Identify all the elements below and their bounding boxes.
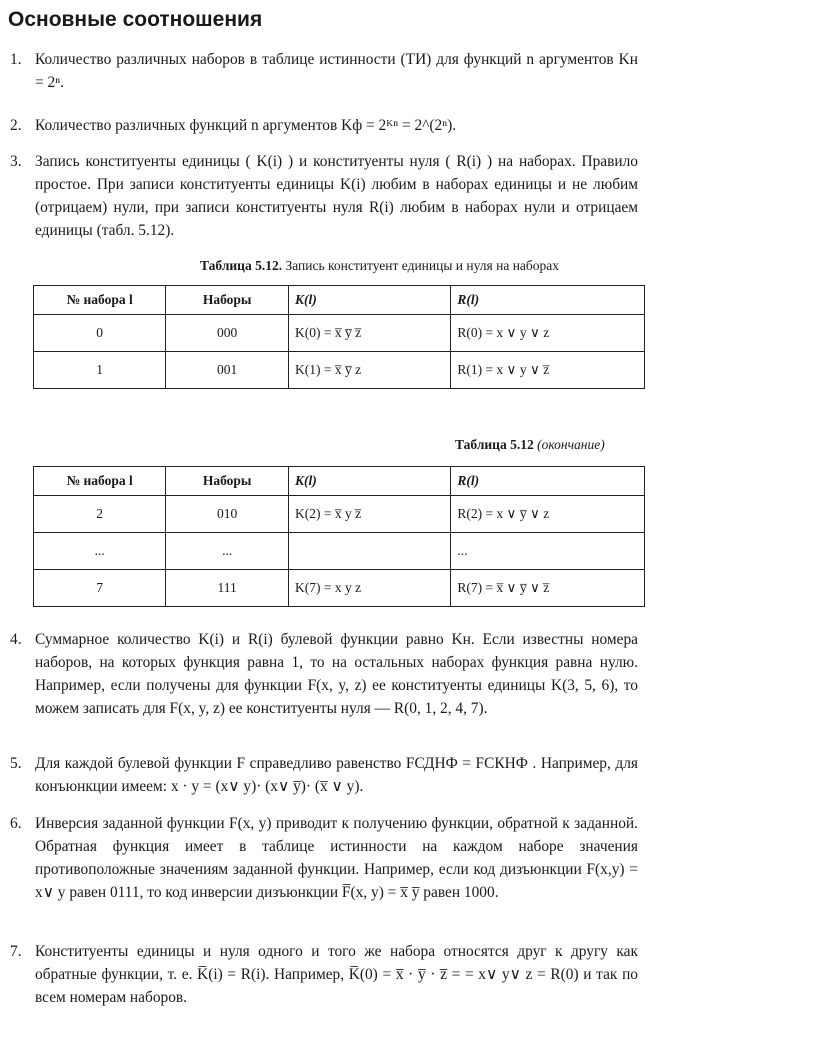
item-text: Для каждой булевой функции F справедливо равенство FСДНФ = FСКНФ . Например, для конъюнкции имеем: x · y = (x∨ y)· (x∨ y̅)· (x̅ ∨ y). <box>35 755 638 795</box>
cell-set-number: 2 <box>34 496 166 533</box>
table-row <box>34 533 645 570</box>
caption-label: Таблица 5.12 <box>455 437 534 452</box>
cell-r: R(2) = x ∨ y̅ ∨ z <box>451 496 645 533</box>
header-r: R(l) <box>451 286 645 315</box>
header-set-number: № набора l <box>34 467 166 496</box>
item-number: 5. <box>10 755 22 772</box>
caption-text: Запись конституент единицы и нуля на наборах <box>285 258 560 273</box>
item-number: 1. <box>10 51 22 68</box>
item-text: Суммарное количество K(i) и R(i) булевой функции равно Kн. Если известны номера наборов, на которых функция равна 1, то на остальных наборах функция равна нулю. Например, если получены для функции F(x, y, z) ее конституенты единицы K(3, 5, 6), то можем записать для F(x, y, z) ее конституенты нуля — R(0, 1, 2, 4, 7). <box>35 631 638 717</box>
cell-k: K(1) = x̅ y̅ z <box>289 352 451 389</box>
table-caption <box>200 258 559 274</box>
cell-set-number: 7 <box>34 570 166 607</box>
cell-r: R(1) = x ∨ y ∨ z̅ <box>451 352 645 389</box>
constituent-table <box>33 285 645 389</box>
header-sets: Наборы <box>166 286 289 315</box>
table-caption <box>455 437 605 453</box>
table-row <box>34 496 645 533</box>
cell-k: K(2) = x̅ y z̅ <box>289 496 451 533</box>
cell-set: 111 <box>166 570 289 607</box>
item-text: Инверсия заданной функции F(x, y) приводит к получению функции, обратной к заданной. Обратная функция имеет в таблице истинности на каждом наборе значения противоположные значениям заданной функции. Например, если код дизъюнкции F(x,y) = x∨ y равен 0111, то код инверсии дизъюнкции F̅(x, y) = x̅ y̅ равен 1000. <box>35 815 638 901</box>
table-row <box>34 315 645 352</box>
cell-set: ... <box>166 533 289 570</box>
table-header-row <box>34 467 645 496</box>
cell-set-number: ... <box>34 533 166 570</box>
caption-label: Таблица 5.12. <box>200 258 283 273</box>
constituent-table-continued <box>33 466 645 607</box>
header-set-number: № набора l <box>34 286 166 315</box>
list-item-1 <box>10 48 638 94</box>
cell-set: 001 <box>166 352 289 389</box>
item-number: 3. <box>10 153 22 170</box>
caption-text: (окончание) <box>537 437 605 452</box>
cell-r: R(0) = x ∨ y ∨ z <box>451 315 645 352</box>
table-row <box>34 352 645 389</box>
cell-r: R(7) = x̅ ∨ y̅ ∨ z̅ <box>451 570 645 607</box>
item-number: 7. <box>10 943 22 960</box>
page-title: Основные соотношения <box>8 8 263 31</box>
cell-set: 010 <box>166 496 289 533</box>
cell-set: 000 <box>166 315 289 352</box>
list-item-3 <box>10 150 638 242</box>
header-k: K(l) <box>289 286 451 315</box>
list-item-2 <box>10 114 638 137</box>
cell-r: ... <box>451 533 645 570</box>
table-row <box>34 570 645 607</box>
list-item-4 <box>10 628 638 720</box>
list-item-5 <box>10 752 638 798</box>
table-header-row <box>34 286 645 315</box>
cell-k: K(0) = x̅ y̅ z̅ <box>289 315 451 352</box>
item-text: Конституенты единицы и нуля одного и того же набора относятся друг к другу как обратные функции, т. е. K̅(i) = R(i). Например, K̅(0) = x̅ · y̅ · z̅ = = x∨ y∨ z = R(0) и так по всем номерам наборов. <box>35 943 638 1006</box>
header-k: K(l) <box>289 467 451 496</box>
item-text: Количество различных наборов в таблице истинности (ТИ) для функций n аргументов Kн = 2ⁿ. <box>35 51 638 91</box>
list-item-7 <box>10 940 638 1009</box>
cell-set-number: 0 <box>34 315 166 352</box>
cell-k <box>289 533 451 570</box>
header-r: R(l) <box>451 467 645 496</box>
header-sets: Наборы <box>166 467 289 496</box>
item-text: Запись конституенты единицы ( K(i) ) и конституенты нуля ( R(i) ) на наборах. Правило простое. При записи конституенты единицы K(i) любим в наборах единицы и не любим (отрицаем) нули, при записи конституенты нуля R(i) любим в наборах нули и отрицаем единицы (табл. 5.12). <box>35 153 638 239</box>
item-number: 4. <box>10 631 22 648</box>
cell-set-number: 1 <box>34 352 166 389</box>
list-item-6 <box>10 812 638 904</box>
item-text: Количество различных функций n аргументов Kф = 2ᴷⁿ = 2^(2ⁿ). <box>35 117 457 134</box>
item-number: 2. <box>10 117 22 134</box>
cell-k: K(7) = x y z <box>289 570 451 607</box>
item-number: 6. <box>10 815 22 832</box>
